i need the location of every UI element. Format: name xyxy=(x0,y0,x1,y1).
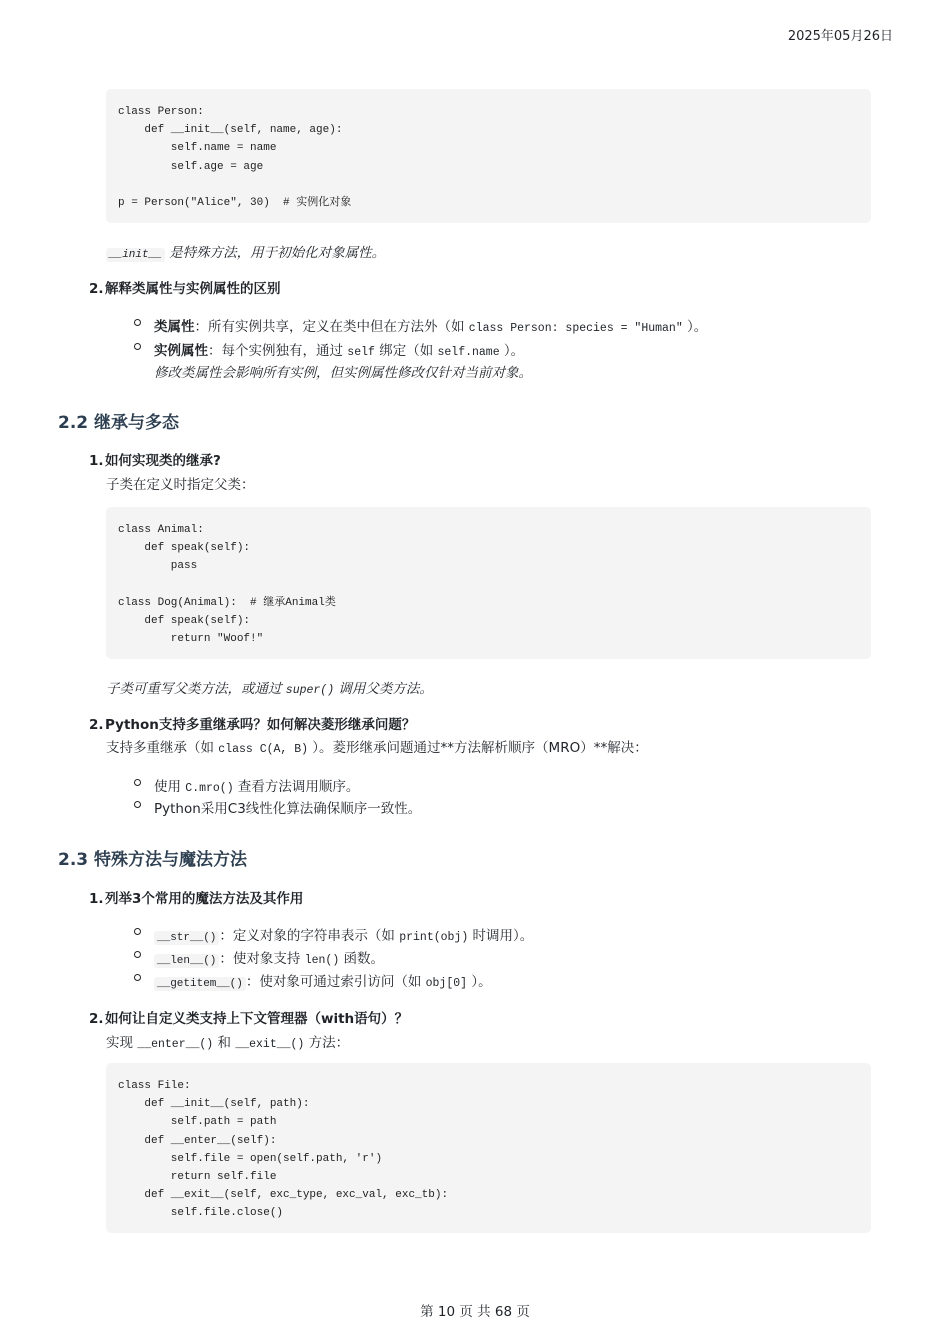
item-text: 绑定（如 xyxy=(374,343,438,359)
desc-text: 支持多重继承（如 xyxy=(106,740,219,756)
inline-code: __enter__() xyxy=(137,1038,214,1051)
page-footer: 第 10 页 共 68 页 xyxy=(420,1304,530,1320)
inline-code: class Person: species = "Human" xyxy=(468,322,683,335)
bullet-icon xyxy=(134,779,141,786)
inline-code: len() xyxy=(304,954,340,967)
item-text: 查看方法调用顺序。 xyxy=(233,779,360,795)
code-line: def speak(self): xyxy=(118,614,251,627)
desc-text: 和 xyxy=(213,1035,236,1051)
code-line: p = Person("Alice", 30) # 实例化对象 xyxy=(118,196,352,209)
question-description xyxy=(106,736,648,756)
item-text: ：使对象支持 xyxy=(219,951,305,967)
bullet-icon xyxy=(134,801,141,808)
code-line: class Animal: xyxy=(118,524,204,536)
code-line xyxy=(118,176,859,194)
code-line: return self.file xyxy=(118,1170,277,1183)
note-text: 是特殊方法，用于初始化对象属性。 xyxy=(164,245,386,261)
question-number: 1. xyxy=(89,453,104,469)
list-item xyxy=(154,947,384,967)
inline-code: print(obj) xyxy=(399,931,469,944)
list-item xyxy=(154,315,707,335)
code-line xyxy=(118,576,859,594)
code-line: class Person: xyxy=(118,106,204,118)
item-text: ：定义对象的字符串表示（如 xyxy=(219,928,400,944)
question-title: 如何实现类的继承? xyxy=(105,453,221,469)
code-line: self.path = path xyxy=(118,1116,277,1129)
inline-code: __str__() xyxy=(154,931,219,945)
item-text: ）。 xyxy=(467,974,492,990)
question-description xyxy=(106,1031,349,1051)
code-line: self.file.close() xyxy=(118,1207,284,1220)
item-text: ）。 xyxy=(682,319,708,335)
inline-code: C.mro() xyxy=(185,782,234,795)
inline-code: self.name xyxy=(437,346,500,359)
bullet-icon xyxy=(134,951,141,958)
code-line: self.file = open(self.path, 'r') xyxy=(118,1152,383,1165)
question-number: 2. xyxy=(89,1011,104,1027)
item-text: ）。 xyxy=(499,343,525,359)
code-line: self.age = age xyxy=(118,160,264,173)
question-number: 2. xyxy=(89,717,104,733)
code-line: class File: xyxy=(118,1080,191,1092)
inline-code: self xyxy=(347,346,375,359)
inline-code: __len__() xyxy=(154,954,219,968)
item-text: 使用 xyxy=(154,779,186,795)
section-heading: 2.3 特殊方法与魔法方法 xyxy=(58,850,248,870)
question-heading xyxy=(89,713,415,733)
inline-code: obj[0] xyxy=(425,977,468,990)
item-note: 修改类属性会影响所有实例，但实例属性修改仅针对当前对象。 xyxy=(154,365,532,381)
list-item xyxy=(154,924,533,944)
code-block-animal xyxy=(106,507,871,659)
question-heading xyxy=(89,887,303,907)
bullet-icon xyxy=(134,974,141,981)
item-text: 函数。 xyxy=(339,951,385,967)
code-line: return "Woof!" xyxy=(118,633,264,646)
question-number: 1. xyxy=(89,891,104,907)
desc-text: 方法： xyxy=(304,1035,350,1051)
section-heading: 2.2 继承与多态 xyxy=(58,413,180,433)
note-text: 子类可重写父类方法，或通过 xyxy=(106,681,286,697)
page-date: 2025年05月26日 xyxy=(787,29,893,44)
question-title: 解释类属性与实例属性的区别 xyxy=(105,281,281,297)
code-line: class Dog(Animal): # 继承Animal类 xyxy=(118,596,336,609)
question-title: Python支持多重继承吗？如何解决菱形继承问题？ xyxy=(105,717,416,733)
item-text: ：所有实例共享，定义在类中但在方法外（如 xyxy=(194,319,469,335)
list-item xyxy=(154,775,359,795)
item-text: ：使对象可通过索引访问（如 xyxy=(245,974,426,990)
init-note xyxy=(106,241,385,261)
bullet-icon xyxy=(134,343,141,350)
item-text: ：每个实例独有，通过 xyxy=(208,343,348,359)
code-line: def __init__(self, path): xyxy=(118,1098,310,1111)
item-text: 时调用）。 xyxy=(468,928,534,944)
list-item xyxy=(154,339,524,359)
bullet-icon xyxy=(134,928,141,935)
question-heading xyxy=(89,1007,408,1027)
code-line: self.name = name xyxy=(118,142,277,155)
note-text: 调用父类方法。 xyxy=(334,681,433,697)
list-item xyxy=(154,970,492,990)
question-title: 如何让自定义类支持上下文管理器（with语句）？ xyxy=(105,1011,409,1027)
question-heading xyxy=(89,449,221,469)
code-block-file xyxy=(106,1063,871,1233)
inline-code: super() xyxy=(285,684,335,697)
code-line: pass xyxy=(118,560,198,573)
question-number: 2. xyxy=(89,281,104,297)
question-title: 列举3个常用的魔法方法及其作用 xyxy=(105,891,304,907)
list-item: Python采用C3线性化算法确保顺序一致性。 xyxy=(154,801,422,817)
term-label: 实例属性 xyxy=(154,343,208,359)
bullet-icon xyxy=(134,319,141,326)
override-note xyxy=(106,677,433,697)
question-description: 子类在定义时指定父类： xyxy=(106,477,255,493)
desc-text: ）。菱形继承问题通过**方法解析顺序（MRO）**解决： xyxy=(308,740,648,756)
code-line: def __enter__(self): xyxy=(118,1134,277,1147)
code-block-person xyxy=(106,89,871,223)
desc-text: 实现 xyxy=(106,1035,138,1051)
inline-code: class C(A, B) xyxy=(218,743,309,756)
inline-code: __init__ xyxy=(106,248,165,262)
inline-code: __exit__() xyxy=(235,1038,305,1051)
question-heading xyxy=(89,277,281,297)
code-line: def __exit__(self, exc_type, exc_val, exc_tb): xyxy=(118,1189,449,1202)
term-label: 类属性 xyxy=(154,319,195,335)
code-line: def __init__(self, name, age): xyxy=(118,124,343,137)
inline-code: __getitem__() xyxy=(154,977,246,991)
code-line: def speak(self): xyxy=(118,542,251,555)
